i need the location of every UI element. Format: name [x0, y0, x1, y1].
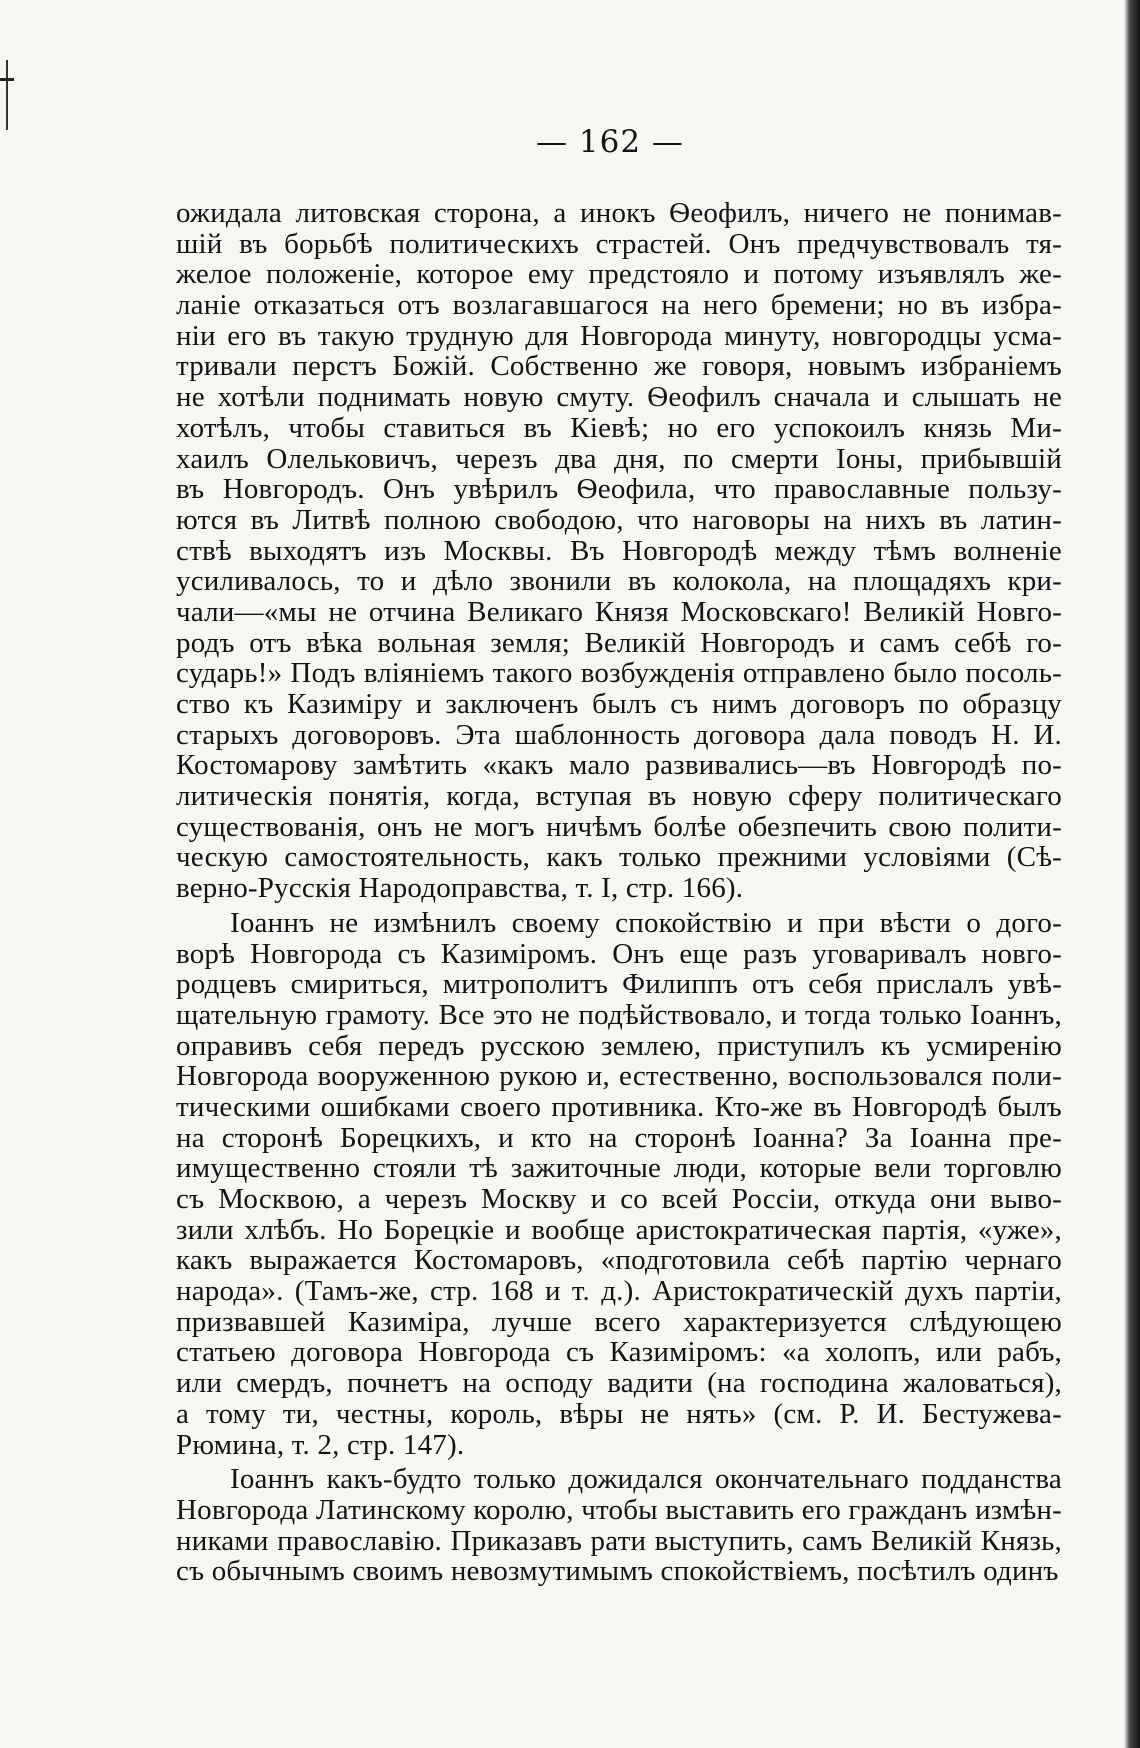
- page-number-header: — 162 —: [536, 124, 684, 160]
- text-line: не хотѣли поднимать новую смуту. Ѳеофилъ сначала и слышать не: [176, 381, 1062, 414]
- page-binding-edge: [1124, 0, 1140, 1748]
- text-line: родъ отъ вѣка вольная земля; Великій Новгородъ и самъ себѣ го-: [176, 626, 1062, 659]
- text-line: народа». (Тамъ-же, стр. 168 и т. д.). Аристократическій духъ партіи,: [176, 1275, 1062, 1308]
- text-line: верно-Русскія Народоправства, т. I, стр. 166).: [176, 872, 744, 905]
- paragraph: [176, 198, 1062, 904]
- text-line: тическими ошибками своего противника. Кто-же въ Новгородѣ былъ: [176, 1090, 1062, 1123]
- text-line: щательную грамоту. Все это не подѣйствовало, и тогда только Іоаннъ,: [176, 998, 1062, 1031]
- text-line: ство къ Казиміру и заключенъ былъ съ нимъ договоръ по образцу: [176, 688, 1062, 720]
- text-line: чали—«мы не отчина Великаго Князя Московскаго! Великій Новго-: [176, 595, 1062, 628]
- text-line: ствѣ выходятъ изъ Москвы. Въ Новгородѣ между тѣмъ волненіе: [176, 534, 1062, 567]
- text-line: литическія понятія, когда, вступая въ новую сферу политическаго: [176, 780, 1062, 813]
- text-line: Новгорода Латинскому королю, чтобы выставить его гражданъ измѣн-: [176, 1493, 1062, 1526]
- text-line: ожидала литовская сторона, а инокъ Ѳеофилъ, ничего не понимав-: [176, 197, 1062, 229]
- text-line: ются въ Литвѣ полною свободою, что наговоры на нихъ въ латин-: [176, 503, 1062, 536]
- text-line: Костомарову замѣтить «какъ мало развивались—въ Новгородѣ по-: [176, 749, 1062, 782]
- text-line: съ обычнымъ своимъ невозмутимымъ спокойствіемъ, посѣтилъ одинъ: [176, 1555, 1059, 1588]
- text-line: ворѣ Новгорода съ Казиміромъ. Онъ еще разъ уговаривалъ новго-: [176, 937, 1062, 970]
- text-line: шій въ борьбѣ политическихъ страстей. Онъ предчувствовалъ тя-: [176, 227, 1062, 260]
- text-line: старыхъ договоровъ. Эта шаблонность договора дала поводъ Н. И.: [176, 718, 1062, 751]
- text-line: на сторонѣ Борецкихъ, и кто на сторонѣ Іоанна? За Іоанна пре-: [176, 1121, 1062, 1154]
- text-line: ческую самостоятельность, какъ только прежними условіями (Сѣ-: [176, 841, 1062, 874]
- margin-tick: [0, 78, 14, 81]
- text-line: сударь!» Подъ вліяніемъ такого возбужденія отправлено было посоль-: [176, 657, 1062, 690]
- text-line: какъ выражается Костомаровъ, «подготовила себѣ партію чернаго: [176, 1244, 1062, 1277]
- text-line: или смердъ, почнетъ на осподу вадити (на господина жаловаться),: [176, 1367, 1062, 1400]
- text-line: Рюмина, т. 2, стр. 147).: [176, 1428, 465, 1461]
- text-line: желое положеніе, которое ему предстояло и потому изъявлялъ же-: [176, 258, 1062, 291]
- text-line: призвавшей Казиміра, лучше всего характеризуется слѣдующею: [176, 1305, 1062, 1338]
- text-line: хотѣлъ, чтобы ставиться въ Кіевѣ; но его успокоилъ князь Ми-: [176, 411, 1062, 444]
- text-line: въ Новгородъ. Онъ увѣрилъ Ѳеофила, что православные пользу-: [176, 473, 1062, 506]
- text-line: родцевъ смириться, митрополитъ Филиппъ отъ себя прислалъ увѣ-: [176, 968, 1062, 1001]
- text-line: зили хлѣбъ. Но Борецкіе и вообще аристократическая партія, «уже»,: [176, 1213, 1062, 1246]
- text-line: съ Москвою, а черезъ Москву и со всей Россіи, откуда они выво-: [176, 1183, 1062, 1215]
- text-line: имущественно стояли тѣ зажиточные люди, которые вели торговлю: [176, 1152, 1062, 1185]
- text-line: тривали перстъ Божій. Собственно же говоря, новымъ избраніемъ: [176, 350, 1062, 383]
- text-line: ніи его въ такую трудную для Новгорода минуту, новгородцы усма-: [176, 319, 1062, 352]
- text-line: оправивъ себя передъ русскою землею, приступилъ къ усмиренію: [176, 1029, 1062, 1062]
- text-line: ланіе отказаться отъ возлагавшагося на него бремени; но въ избра-: [176, 289, 1062, 322]
- text-line: Іоаннъ не измѣнилъ своему спокойствію и при вѣсти о дого-: [230, 906, 1062, 939]
- margin-mark: [6, 60, 8, 130]
- text-line: а тому ти, честны, король, вѣры не нять» (см. Р. И. Бестужева-: [176, 1397, 1062, 1430]
- text-line: существованія, онъ не могъ ничѣмъ болѣе обезпечить свою полити-: [176, 810, 1062, 843]
- text-line: усиливалось, то и дѣло звонили въ колокола, на площадяхъ кри-: [176, 565, 1062, 598]
- text-line: статьею договора Новгорода съ Казиміромъ: «а холопъ, или рабъ,: [176, 1336, 1062, 1369]
- text-line: никами православію. Приказавъ рати выступить, самъ Великій Князь,: [176, 1524, 1062, 1557]
- body-text: [176, 198, 1062, 1587]
- paragraph: [176, 1464, 1062, 1587]
- text-line: Новгорода вооруженною рукою и, естественно, воспользовался поли-: [176, 1060, 1062, 1093]
- text-line: Іоаннъ какъ-будто только дожидался окончательнаго подданства: [230, 1463, 1062, 1496]
- paragraph: [176, 908, 1062, 1460]
- text-line: хаилъ Олельковичъ, черезъ два дня, по смерти Іоны, прибывшій: [176, 442, 1062, 475]
